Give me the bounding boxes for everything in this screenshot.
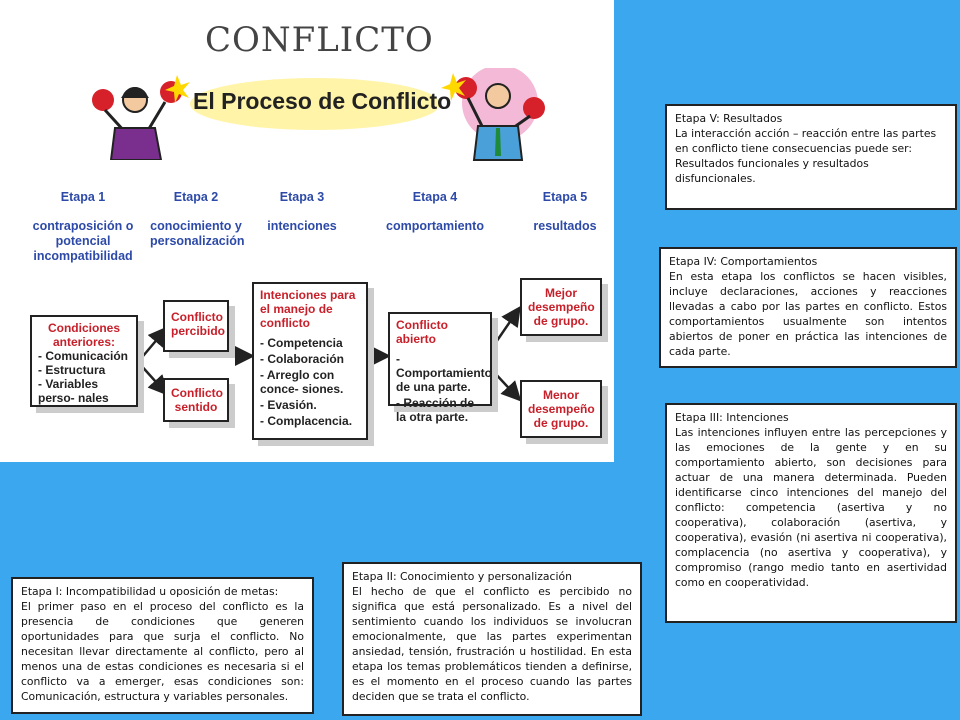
note-etapa2	[342, 562, 642, 716]
note-etapa5-title: Etapa V: Resultados	[675, 112, 783, 125]
arrow-to-felt	[138, 362, 165, 392]
conditions-item: - Estructura	[38, 363, 106, 377]
stage-1-number: Etapa 1	[60, 190, 106, 204]
intentions-item: - Arreglo con conce- siones.	[260, 368, 344, 396]
intentions-item: - Complacencia.	[260, 414, 353, 428]
conditions-title: Condiciones anteriores:	[47, 321, 120, 349]
worse-performance-label: Menor desempeño de grupo.	[528, 388, 595, 430]
open-conflict-item: - Comportamiento de una parte.	[396, 352, 492, 394]
stage-2-label: conocimiento y personalización	[150, 219, 245, 248]
intentions-item: - Competencia	[260, 336, 343, 350]
open-conflict-title: Conflicto abierto	[396, 318, 448, 346]
felt-box	[163, 378, 229, 422]
conditions-box	[30, 315, 138, 407]
arrow-to-perceived	[138, 330, 165, 362]
diagram-subtitle: El Proceso de Conflicto	[193, 88, 452, 114]
arrow-to-better	[492, 310, 518, 348]
note-etapa4-body: En esta etapa los conflictos se hacen visibles, incluye declaraciones, acciones y reacciones llevadas a cabo por las partes en conflicto. Estos comportamientos usualmente son intentos abiertos de poner en práctica las intenciones de cada parte.	[669, 270, 947, 358]
note-etapa2-title: Etapa II: Conocimiento y personalización	[352, 570, 572, 583]
intentions-title: Intenciones para el manejo de conflicto	[260, 288, 356, 330]
stage-3-number: Etapa 3	[279, 190, 325, 204]
perceived-box	[163, 300, 229, 352]
conditions-item: - Comunicación	[38, 349, 129, 363]
open-conflict-box	[388, 312, 492, 424]
stage-3-label: intenciones	[267, 219, 337, 233]
arrow-to-worse	[492, 370, 518, 398]
stage-1-label: contraposición o potencial incompatibilidad	[32, 219, 134, 263]
note-etapa4-title: Etapa IV: Comportamientos	[669, 255, 818, 268]
note-etapa1	[11, 577, 314, 714]
open-conflict-item: - Reacción de la otra parte.	[396, 396, 475, 424]
conditions-item: - Variables perso- nales	[38, 377, 109, 405]
diagram-title: CONFLICTO	[205, 20, 434, 60]
note-etapa1-title: Etapa I: Incompatibilidad u oposición de metas:	[21, 585, 279, 598]
stage-5-number: Etapa 5	[542, 190, 588, 204]
diagram-panel	[0, 0, 614, 462]
note-etapa2-body: El hecho de que el conflicto es percibido no significa que está personalizado. Es a nivel del sentimiento cuando los individuos se involucran emocionalmente, que las partes experimentan ansiedad, tensión, frustración u hostilidad. En esta etapa los temas problemáticos tienden a definirse, es el momento en el proceso cuando las partes deciden que se trata el conflicto.	[352, 585, 632, 703]
stage-4-label: comportamiento	[386, 219, 484, 233]
note-etapa5	[665, 104, 957, 210]
note-etapa5-body: La interacción acción – reacción entre las partes en conflicto tiene consecuencias puede ser: Resultados funcionales y resultados disfuncionales.	[675, 127, 937, 185]
perceived-label: Conflicto percibido	[171, 310, 226, 338]
note-etapa3-body: Las intenciones influyen entre las percepciones y las emociones de la gente y en su comportamiento abierto, son decisiones para actuar de una manera determinada. Pueden identificarse cinco intenciones del manejo del conflicto: competencia (asertiva y no cooperativa), colaboración (asertiva, y cooperativa), evasión (ni asertiva ni cooperativa), complacencia (no asertiva y cooperativa), y compromiso (rango medio tanto en asertividad como en cooperatividad.	[675, 426, 947, 589]
intentions-item: - Colaboración	[260, 352, 345, 366]
note-etapa3	[665, 403, 957, 623]
better-performance-label: Mejor desempeño de grupo.	[528, 286, 595, 328]
note-etapa1-body: El primer paso en el proceso del conflicto es la presencia de condiciones que generen oportunidades para que surja el conflicto. No necesitan llevar directamente al conflicto, pero al menos una de estas condiciones es necesaria si el conflicto va a emerger, esas condiciones son: Comunicación, estructura y variables personales.	[21, 600, 304, 703]
note-etapa3-title: Etapa III: Intenciones	[675, 411, 789, 424]
stage-5-label: resultados	[533, 219, 597, 233]
better-performance-box	[520, 278, 602, 336]
stage-2-number: Etapa 2	[173, 190, 219, 204]
note-etapa4	[659, 247, 957, 368]
worse-performance-box	[520, 380, 602, 438]
felt-label: Conflicto sentido	[171, 386, 223, 414]
intentions-box	[252, 282, 368, 440]
stage-4-number: Etapa 4	[412, 190, 458, 204]
intentions-item: - Evasión.	[260, 398, 317, 412]
